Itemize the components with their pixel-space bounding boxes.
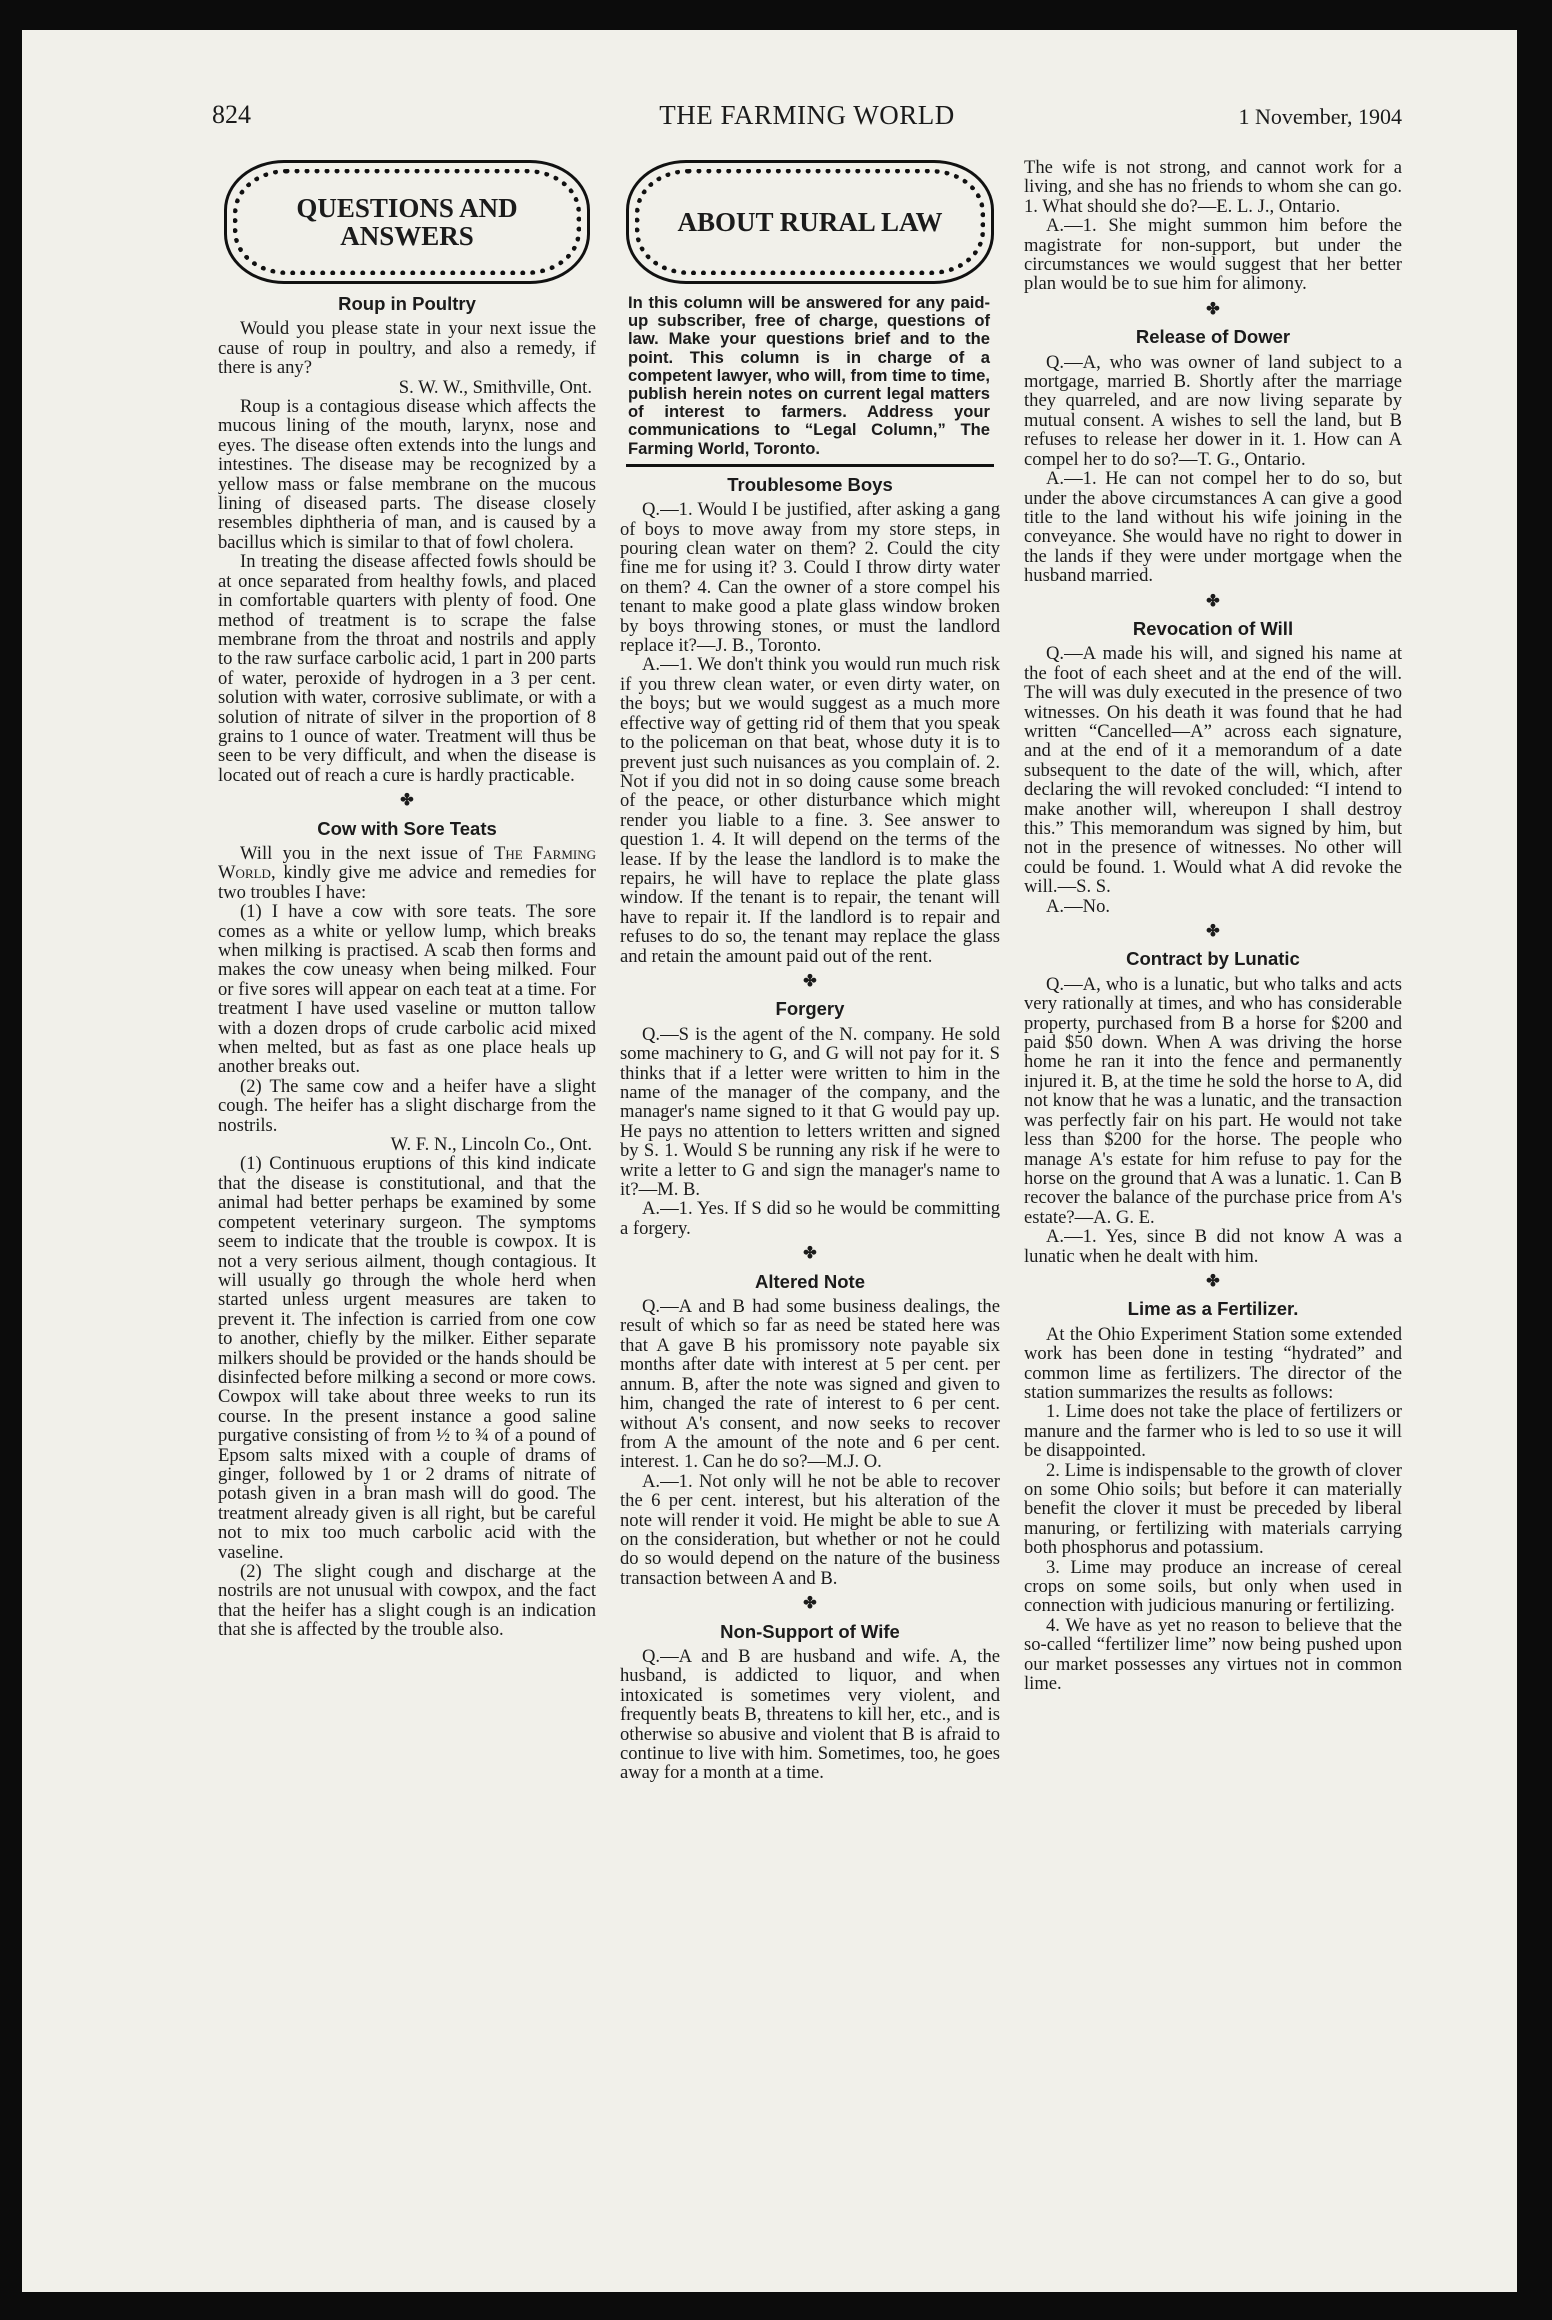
section-divider-icon: ✤ [1206, 1272, 1220, 1290]
page-header [212, 100, 1402, 140]
section-divider-icon: ✤ [803, 972, 817, 990]
section-divider-icon: ✤ [1206, 923, 1220, 941]
question-text-part: Will you in the next issue of [240, 842, 494, 864]
question-text: Q.—A and B are husband and wife. A, the husband, is addicted to liquor, and when intoxicated is sometimes very violent, and frequently beats B, threatens to kill her, etc., and is otherwise so abusive and violent that B is afraid to continue to live with him. Sometimes, too, he goes away for a month at a time. [620, 1645, 1000, 1784]
questions-answers-banner [224, 160, 590, 284]
list-item: 1. Lime does not take the place of fertilizers or manure and the farmer who is led to so use it will be disappointed. [1024, 1401, 1402, 1462]
section-divider-icon: ✤ [1206, 300, 1220, 318]
article-heading: Altered Note [755, 1270, 865, 1292]
answer-text: A.—1. She might summon him before the magistrate for non-support, but under the circumstances we would suggest that her better plan would be to sue him for alimony. [1024, 215, 1402, 295]
article-heading: Non-Support of Wife [720, 1620, 900, 1642]
section-divider-icon: ✤ [1206, 592, 1220, 610]
answer-text: Roup is a contagious disease which affects the mucous lining of the mouth, larynx, nose and eyes. The disease often extends into the lungs and intestines. The disease may be recognized by a yellow mass or false membrane on the mucous lining of diseased parts. The disease closely resembles diphtheria of man, and is caused by a bacillus which is similar to that of fowl cholera. [218, 396, 596, 553]
publication-name: The Farming World [218, 842, 596, 884]
article-heading: Release of Dower [1135, 326, 1291, 348]
question-text: Q.—S is the agent of the N. company. He sold some machinery to G, and G will not pay for it. S thinks that if a letter were written to him in the name of the manager of the company, and the manager's name signed to it that G would pay up. He pays no attention to letters written and signed by S. 1. Would S be running any risk if he were to write a letter to G and sign the manager's name to it?—M. B. [620, 1023, 1000, 1201]
banner-line-1: QUESTIONS AND [296, 193, 518, 223]
banner-line-2: ANSWERS [340, 221, 474, 251]
divider-rule [626, 464, 994, 467]
list-item: 4. We have as yet no reason to believe that the so-called “fertilizer lime” now being pushed upon our market possesses any virtues not in common lime. [1024, 1614, 1402, 1695]
question-text [218, 844, 596, 902]
answer-text: (2) The slight cough and discharge at the nostrils are not unusual with cowpox, and the fact that the heifer has a slight cough is an indication that she is affected by the trouble also. [218, 1561, 596, 1641]
article-heading: Forgery [775, 998, 845, 1020]
rural-law-banner [626, 160, 994, 284]
page-number: 824 [212, 100, 251, 129]
answer-text: In treating the disease affected fowls should be at once separated from healthy fowls, and placed in comfortable quarters with plenty of food. One method of treatment is to scrape the false membrane from the throat and nostrils and apply to the raw surface carbolic acid, 1 part in 200 parts of water, peroxide of hydrogen in a 3 per cent. solution with water, corrosive sublimate, or with a solution of nitrate of silver in the proportion of 8 grains to 1 ounce of water. Treatment will thus be seen to be very difficult, and when the disease is located out of reach a cure is hardly practicable. [218, 551, 596, 786]
issue-date: 1 November, 1904 [1238, 104, 1402, 129]
column-rural-law [620, 158, 1000, 1783]
article-heading: Contract by Lunatic [1126, 948, 1300, 970]
question-text-part: , kindly give me advice and remedies for two troubles I have: [218, 862, 596, 903]
question-text: Would you please state in your next issue the cause of roup in poultry, and also a remedy, if there is any? [218, 318, 596, 379]
section-divider-icon: ✤ [400, 792, 414, 810]
answer-text: A.—1. He can not compel her to do so, but under the above circumstances A can give a good title to the land without his wife joining in the conveyance. She would have no right to dower in the lands if they were under mortgage when the husband married. [1024, 468, 1402, 587]
newspaper-page [22, 30, 1517, 2292]
signature: W. F. N., Lincoln Co., Ont. [390, 1134, 592, 1156]
answer-text: A.—No. [1046, 895, 1111, 917]
question-text: Q.—A made his will, and signed his name at the foot of each sheet and at the end of the will. The will was duly executed in the presence of two witnesses. On his death it was found that he had written “Cancelled—A” across each signature, and at the end of it a memorandum of a date subsequent to the date of the will, which, after declaring the will revoked concluded: “I intend to make another will, whereupon I shall destroy this.” This memorandum was signed by him, but not in the presence of witnesses. No other will could be found. 1. Would what A did revoke the will.—S. S. [1024, 643, 1402, 898]
article-heading: Troublesome Boys [727, 473, 893, 495]
question-text: Q.—1. Would I be justified, after asking a gang of boys to move away from my store steps, in pouring clean water on them? 2. Could the city fine me for using it? 3. Could I throw dirty water on them? 4. Can the owner of a store compel his tenant to make good a plate glass window broken by boys throwing stones, or must the landlord replace it?—J. B., Toronto. [620, 499, 1000, 657]
question-text: The wife is not strong, and cannot work for a living, and she has no friends to whom she can go. 1. What should she do?—E. L. J., Ontario. [1024, 157, 1402, 217]
answer-text: A.—1. We don't think you would run much risk if you threw clean water, or even dirty water, on the boys; but we would suggest as a much more effective way of getting rid of them that you speak to the policeman on that beat, whose duty it is to prevent just such nuisances as you complain of. 2. Not if you did not in so doing cause some breach of the peace, or other disturbance which might render you liable to a fine. 3. See answer to question 1. 4. It will depend on the terms of the lease. If by the lease the landlord is to make the repairs, he will have to replace the plate glass window. If the tenant is to repair, the tenant will have to repair it. If the landlord is to repair and refuses to do so, the tenant may replace the glass and retain the amount paid out of the rent. [620, 654, 1000, 967]
column-notice: In this column will be answered for any paid-up subscriber, free of charge, questions of law. Make your questions brief and to the point. This column is in charge of a competent lawyer, who will, from time to time, publish herein notes on current legal matters of interest to farmers. Address your communications to “Legal Column,” The Farming World, Toronto. [628, 293, 990, 458]
question-text: Q.—A and B had some business dealings, the result of which so far as need be stated here was that A gave B his promissory note payable six months after date with interest at 5 per cent. per annum. B, after the note was signed and given to him, changed the rate of interest to 6 per cent. without A's consent, and now seeks to recover from A the amount of the note and 6 per cent. interest. 1. Can he do so?—M.J. O. [620, 1296, 1000, 1473]
article-heading: Lime as a Fertilizer. [1127, 1298, 1299, 1320]
list-item: 3. Lime may produce an increase of cereal crops on some soils, but only when used in connection with judicious manuring or fertilizing. [1024, 1556, 1402, 1617]
question-text: (2) The same cow and a heifer have a slight cough. The heifer has a slight discharge from the nostrils. [218, 1075, 596, 1136]
banner-title: ABOUT RURAL LAW [677, 207, 943, 237]
article-text: At the Ohio Experiment Station some extended work has been done in testing “hydrated” and common lime as fertilizers. The director of the station summarizes the results as follows: [1024, 1323, 1402, 1403]
answer-text: (1) Continuous eruptions of this kind indicate that the disease is constitutional, and that the animal had better perhaps be examined by some competent veterinary surgeon. The symptoms seem to indicate that the trouble is cowpox. It is not a very serious ailment, though contagious. It will usually go through the whole herd when started unless urgent measures are taken to prevent it. The infection is carried from one cow to another, chiefly by the milker. Either separate milkers should be provided or the hands should be disinfected before milking a second or more cows. Cowpox will take about three weeks to run its course. In the present instance a good saline purgative consisting of from ½ to ¾ of a pound of Epsom salts mixed with a couple of drams of ginger, followed by 1 or 2 drams of nitrate of potash given in a bran mash will do good. The treatment already given is all right, but be careful not to mix too much carbolic acid with the vaseline. [218, 1153, 596, 1563]
column-continued [1024, 158, 1402, 1693]
column-questions-and-answers [218, 158, 596, 1640]
article-heading: Revocation of Will [1132, 617, 1294, 639]
answer-text: A.—1. Yes. If S did so he would be committing a forgery. [620, 1198, 1000, 1239]
list-item: 2. Lime is indispensable to the growth of clover on some Ohio soils; but before it can materially benefit the clover it must be preceded by liberal manuring, or fertilizing with materials carrying both phosphorus and potassium. [1024, 1459, 1402, 1559]
question-text: (1) I have a cow with sore teats. The sore comes as a white or yellow lump, which breaks when milking is practised. A scab then forms and makes the cow uneasy when being milked. Four or five sores will appear on each teat at a time. For treatment I have used vaseline or mutton tallow with a dozen drops of crude carbolic acid mixed when melted, but as fast as one place heals up another breaks out. [218, 901, 596, 1078]
section-divider-icon: ✤ [803, 1245, 817, 1263]
article-heading: Cow with Sore Teats [317, 817, 497, 839]
question-text: Q.—A, who is a lunatic, but who talks and acts very rationally at times, and who has considerable property, purchased from B a horse for $200 and paid $50 down. When A was driving the horse home he ran it into the fence and permanently injured it. B, at the time he sold the horse to A, did not know that he was a lunatic, and the transaction was perfectly fair on his part. He would not take less than $200 for the horse. The people who manage A's estate for him refuse to pay for the horse on the ground that A was a lunatic. 1. Can B recover the balance of the purchase price from A's estate?—A. G. E. [1024, 973, 1402, 1228]
question-text: Q.—A, who was owner of land subject to a mortgage, married B. Shortly after the marriage they quarreled, and are now living separate by mutual consent. A wishes to sell the land, but B refuses to release her dower in it. 1. How can A compel her to do so?—T. G., Ontario. [1024, 351, 1402, 470]
publication-title: THE FARMING WORLD [659, 100, 955, 130]
answer-text: A.—1. Yes, since B did not know A was a lunatic when he dealt with him. [1024, 1226, 1402, 1267]
article-heading: Roup in Poultry [338, 293, 476, 314]
answer-text: A.—1. Not only will he not be able to recover the 6 per cent. interest, but his alteration of the note will render it void. He might be able to sue A on the consideration, but whether or not he could do so would depend on the nature of the business transaction between A and B. [620, 1470, 1000, 1589]
section-divider-icon: ✤ [803, 1595, 817, 1613]
signature: S. W. W., Smithville, Ont. [398, 376, 592, 398]
